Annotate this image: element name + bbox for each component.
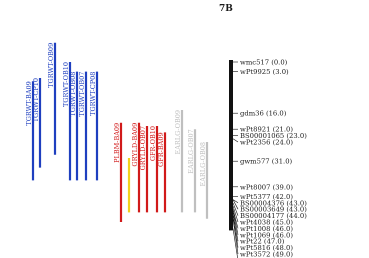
marker-label: wPt4038 (45.0) <box>240 218 294 227</box>
marker-label: wPt2356 (24.0) <box>240 138 294 147</box>
qtl-label: GFR-OB10 <box>149 126 158 162</box>
marker-label: wPt8921 (21.0) <box>240 125 294 134</box>
marker-label: BS00004177 (44.0) <box>240 212 307 221</box>
marker-label: wPt5816 (48.0) <box>240 244 294 253</box>
qtl-label: EARLG-OB07 <box>187 129 196 174</box>
qtl-label: EARLG-OB09 <box>174 110 183 155</box>
qtl-label: TGRWT-OB10 <box>62 62 71 108</box>
marker-label: wPt1069 (46.0) <box>240 231 294 240</box>
marker-label: wmc517 (0.0) <box>240 58 288 67</box>
qtl-label: TGRWT-CP10 <box>32 78 41 123</box>
qtl-label: GFR-BA09 <box>157 132 166 167</box>
marker-label: gdm36 (16.0) <box>240 109 287 118</box>
qtl-label: GRYLD-OB07 <box>139 126 148 171</box>
qtl-label: TGRWT-BA09 <box>25 81 34 126</box>
marker-connector <box>233 139 238 142</box>
marker-label: BS00003649 (43.0) <box>240 205 307 214</box>
qtl-label: EARLG-OB08 <box>199 142 208 187</box>
marker-label: wPt9925 (3.0) <box>240 68 289 77</box>
qtl-label: GRYLD-BA09 <box>131 122 140 167</box>
qtl-label: TGRWT-CP08 <box>89 71 98 116</box>
qtl-label: TGRWT-OB08 <box>69 71 78 117</box>
qtl-label: TGRWT-OB07 <box>78 71 87 117</box>
marker-label: BS00004376 (43.0) <box>240 199 307 208</box>
panel-title: 7B <box>219 4 233 14</box>
marker-label: wPt3572 (49.0) <box>240 250 294 258</box>
marker-label: gwm577 (31.0) <box>240 157 293 166</box>
marker-label: wPt1008 (46.0) <box>240 224 294 233</box>
qtl-label: PLBM-BA09 <box>113 122 122 163</box>
chromosome-bar <box>229 60 233 230</box>
marker-label: wPt5377 (42.0) <box>240 192 294 201</box>
marker-label: BS00001065 (23.0) <box>240 132 307 141</box>
marker-label: wPt22 (47.0) <box>240 237 285 246</box>
marker-label: wPt8007 (39.0) <box>240 183 294 192</box>
qtl-label: TGRWT-OB09 <box>47 42 56 88</box>
